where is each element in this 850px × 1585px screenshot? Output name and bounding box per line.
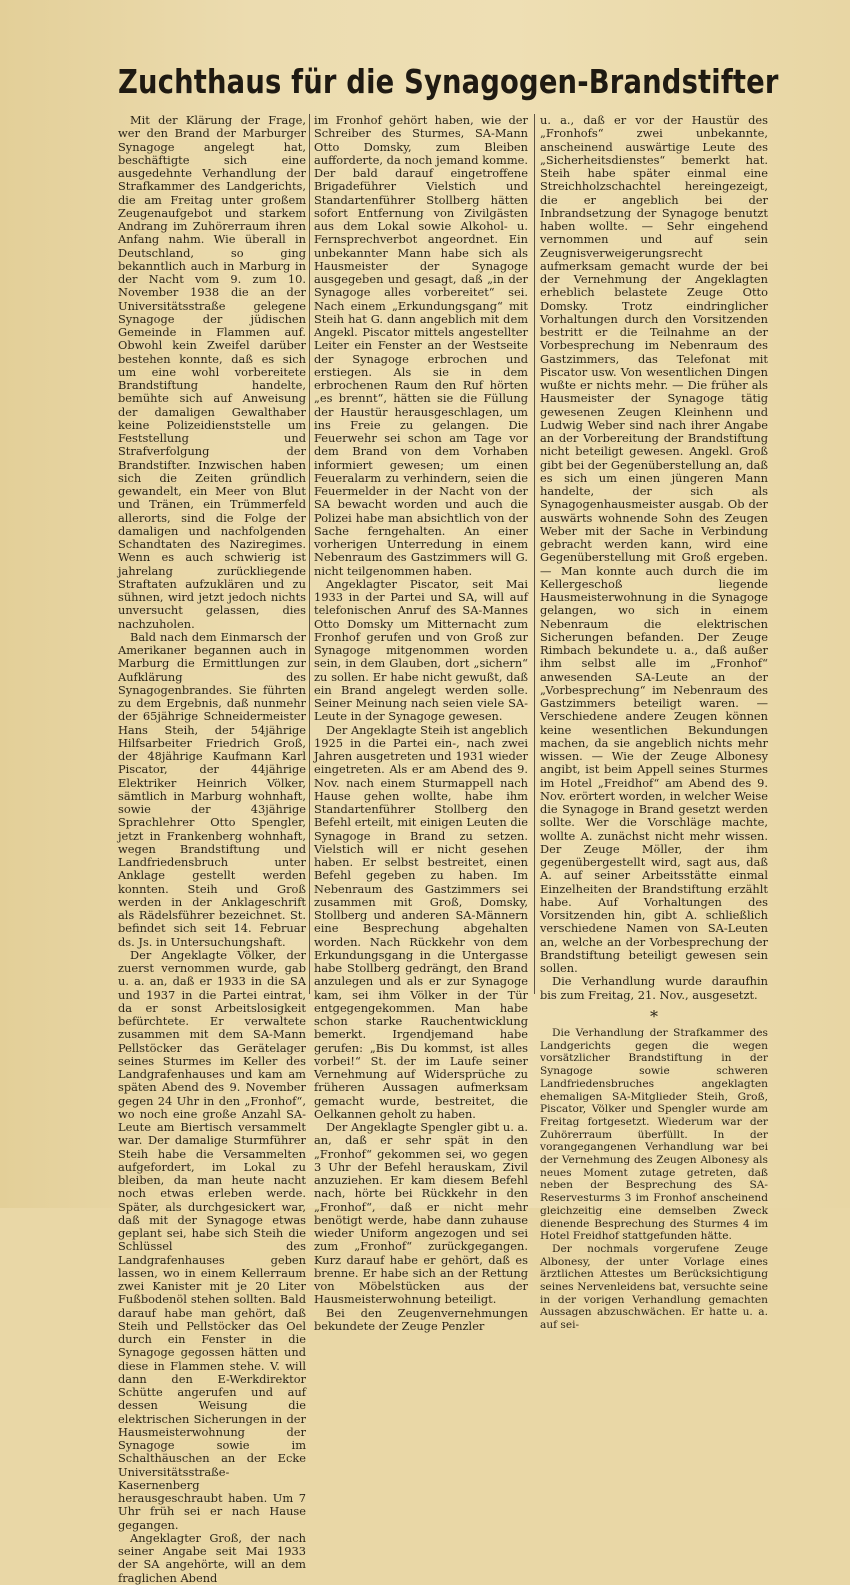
article-column-2 bbox=[314, 114, 528, 1333]
paragraph: Die Verhandlung wurde daraufhin bis zum Freitag, 21. Nov., ausgesetzt. bbox=[540, 974, 768, 1002]
paragraph: Der nochmals vorgerufene Zeuge Albonesy, der unter Vorlage eines ärztlichen Attestes um Berücksichtigung seines Nervenleidens bat, versuchte seine in der vorigen Verhandlung gemachten Aussagen abzuschwächen. Er hatte u. a. auf sei- bbox=[540, 1242, 768, 1332]
column-rule bbox=[309, 114, 310, 994]
paragraph: Die Verhandlung der Strafkammer des Landgerichts gegen die wegen vorsätzlicher Brandstiftung in der Synagoge sowie schweren Landfriedensbruches angeklagten ehemaligen SA-Mitglieder Steih, Groß, Piscator, Völker und Spengler wurde am Freitag fortgesetzt. Wiederum war der Zuhörerraum überfüllt. In der vorangegangenen Verhandlung war bei der Vernehmung des Zeugen Albonesy als neues Moment zutage getreten, daß neben der Besprechung des SA-Reservesturms 3 im Fronhof anscheinend gleichzeitig eine demselben Zweck dienende Besprechung des Sturmes 4 im Hotel Freidhof stattgefunden hätte. bbox=[540, 1027, 768, 1243]
headline: Zuchthaus für die Synagogen-Brandstifter bbox=[118, 62, 779, 101]
paragraph: Angeklagter Piscator, seit Mai 1933 in der Partei und SA, will auf telefonischen Anruf des SA-Mannes Otto Domsky um Mitternacht zum Fronhof gerufen und von Groß zur Synagoge mitgenommen worden sein, in dem Glauben, dort „sichern“ zu sollen. Er habe nicht gewußt, daß ein Brand angelegt werden solle. Seiner Meinung nach seien viele SA-Leute in der Synagoge gewesen. bbox=[314, 576, 528, 724]
paragraph: Bald nach dem Einmarsch der Amerikaner begannen auch in Marburg die Ermittlungen zur Aufklärung des Synagogenbrandes. Sie führten zu dem Ergebnis, daß nunmehr der 65jährige Schneidermeister Hans Steih, der 54jährige Hilfsarbeiter Friedrich Groß, der 48jährige Kaufmann Karl Piscator, der 44jährige Elektriker Heinrich Völker, sämtlich in Marburg wohnhaft, sowie der 43jährige Sprachlehrer Otto Spengler, jetzt in Frankenberg wohnhaft, wegen Brandstiftung und Landfriedensbruch unter Anklage gestellt werden konnten. Steih und Groß werden in der Anklageschrift als Rädelsführer bezeichnet. St. befindet sich seit 14. Februar ds. Js. in Untersuchungshaft. bbox=[118, 629, 306, 949]
paragraph: Der Angeklagte Spengler gibt u. a. an, daß er sehr spät in den „Fronhof“ gekommen sei, wo gegen 3 Uhr der Befehl herauskam, Zivil anzuziehen. Er kam diesem Befehl nach, hörte bei Rückkehr in den „Fronhof“, daß er nicht mehr benötigt werde, habe dann zuhause wieder Uniform angezogen und sei zum „Fronhof“ zurückgegangen. Kurz darauf habe er gehört, daß es brenne. Er habe sich an der Rettung von Möbelstücken aus der Hausmeisterwohnung beteiligt. bbox=[314, 1120, 528, 1307]
paragraph: im Fronhof gehört haben, wie der Schreiber des Sturmes, SA-Mann Otto Domsky, zum Bleiben aufforderte, da noch jemand komme. Der bald darauf eingetroffene Brigadeführer Vielstich und Standartenführer Stollberg hätten sofort Entfernung von Zivilgästen aus dem Lokal sowie Alkohol- u. Fernsprechverbot angeordnet. Ein unbekannter Mann habe sich als Hausmeister der Synagoge ausgegeben und gesagt, daß „in der Synagoge alles vorbereitet“ sei. Nach einem „Erkundungsgang“ mit Steih hat G. dann angeblich mit dem Angekl. Piscator mittels angestellter Leiter ein Fenster an der Westseite der Synagoge erbrochen und erstiegen. Als sie in dem erbrochenen Raum den Ruf hörten „es brennt“, hätten sie die Füllung der Haustür herausgeschlagen, um ins Freie zu gelangen. Die Feuerwehr sei schon am Tage vor dem Brand von dem Vorhaben informiert gewesen; um einen Feueralarm zu verhindern, seien die Feuermelder in der Nacht von der SA bewacht worden und auch die Polizei habe man absichtlich von der Sache ferngehalten. An einer vorherigen Unterredung in einem Nebenraum des Gastzimmers will G. nicht teilgenommen haben. bbox=[314, 113, 528, 578]
paragraph: Angeklagter Groß, der nach seiner Angabe seit Mai 1933 der SA angehörte, will an dem fraglichen Abend bbox=[118, 1530, 306, 1585]
section-separator: * bbox=[650, 1006, 658, 1026]
paragraph: Der Angeklagte Völker, der zuerst vernommen wurde, gab u. a. an, daß er 1933 in die SA und 1937 in die Partei eintrat, da er sonst Arbeitslosigkeit befürchtete. Er verwaltete zusammen mit dem SA-Mann Pellstöcker das Gerätelager seines Sturmes im Keller des Landgrafenhauses und kam am späten Abend des 9. November gegen 24 Uhr in den „Fronhof“, wo noch eine große Anzahl SA-Leute am Biertisch versammelt war. Der damalige Sturmführer Steih habe die Versammelten aufgefordert, im Lokal zu bleiben, da man heute nacht noch etwas erleben werde. Später, als durchgesickert war, daß mit der Synagoge etwas geplant sei, habe sich Steih die Schlüssel des Landgrafenhauses geben lassen, wo in einem Kellerraum zwei Kanister mit je 20 Liter Fußbodenöl stehen sollten. Bald darauf habe man gehört, daß Steih und Pellstöcker das Oel durch ein Fenster in die Synagoge gegossen hätten und diese in Flammen stehe. V. will dann den E-Werkdirektor Schütte angerufen und auf dessen Weisung die elektrischen Sicherungen in der Hausmeisterwohnung der Synagoge sowie im Schalthäuschen an der Ecke Universitätsstraße-Kasernenberg herausgeschraubt haben. Um 7 Uhr früh sei er nach Hause gegangen. bbox=[118, 947, 306, 1532]
paragraph: Bei den Zeugenvernehmungen bekundete der Zeuge Penzler bbox=[314, 1305, 528, 1333]
article-column-3 bbox=[540, 114, 768, 1332]
column-rule bbox=[534, 114, 535, 994]
paragraph: Mit der Klärung der Frage, wer den Brand der Marburger Synagoge angelegt hat, beschäftigte sich eine ausgedehnte Verhandlung der Strafkammer des Landgerichts, die am Freitag unter großem Zeugenaufgebot und starkem Andrang im Zuhörerraum ihren Anfang nahm. Wie überall in Deutschland, so ging bekanntlich auch in Marburg in der Nacht vom 9. zum 10. November 1938 die an der Universitätsstraße gelegene Synagoge der jüdischen Gemeinde in Flammen auf. Obwohl kein Zweifel darüber bestehen konnte, daß es sich um eine wohl vorbereitete Brandstiftung handelte, bemühte sich auf Anweisung der damaligen Gewalthaber keine Polizeidienststelle um Feststellung und Strafverfolgung der Brandstifter. Inzwischen haben sich die Zeiten gründlich gewandelt, ein Meer von Blut und Tränen, ein Trümmerfeld allerorts, sind die Folge der damaligen und nachfolgenden Schandtaten des Naziregimes. Wenn es auch schwierig ist jahrelang zurückliegende Straftaten aufzuklären und zu sühnen, wird jetzt jedoch nichts unversucht gelassen, dies nachzuholen. bbox=[118, 113, 306, 631]
article-column-1 bbox=[118, 114, 306, 1585]
paragraph: Der Angeklagte Steih ist angeblich 1925 in die Partei ein-, nach zwei Jahren ausgetreten und 1931 wieder eingetreten. Als er am Abend des 9. Nov. nach einem Sturmappell nach Hause gehen wollte, habe ihm Standartenführer Stollberg den Befehl erteilt, mit einigen Leuten die Synagoge in Brand zu setzen. Vielstich will er nicht gesehen haben. Er selbst bestreitet, einen Befehl gegeben zu haben. Im Nebenraum des Gastzimmers sei zusammen mit Groß, Domsky, Stollberg und anderen SA-Männern eine Besprechung abgehalten worden. Nach Rückkehr von dem Erkundungsgang in die Untergasse habe Stollberg gedrängt, den Brand anzulegen und als er zur Synagoge kam, sei ihm Völker in der Tür entgegengekommen. Man habe schon starke Rauchentwicklung bemerkt. Irgendjemand habe gerufen: „Bis Du kommst, ist alles vorbei!“ St. der im Laufe seiner Vernehmung auf Widersprüche zu früheren Aussagen aufmerksam gemacht wurde, bestreitet, die Oelkannen geholt zu haben. bbox=[314, 722, 528, 1121]
paragraph: u. a., daß er vor der Haustür des „Fronhofs“ zwei unbekannte, anscheinend auswärtige Leute des „Sicherheitsdienstes“ bemerkt hat. Steih habe später einmal eine Streichholzschachtel hereingezeigt, die er angeblich bei der Inbrandsetzung der Synagoge benutzt haben wollte. — Sehr eingehend vernommen und auf sein Zeugnisverweigerungsrecht aufmerksam gemacht wurde der bei der Vernehmung der Angeklagten erheblich belastete Zeuge Otto Domsky. Trotz eindringlicher Vorhaltungen durch den Vorsitzenden bestritt er die Teilnahme an der Vorbesprechung im Nebenraum des Gastzimmers, das Telefonat mit Piscator usw. Von wesentlichen Dingen wußte er nichts mehr. — Die früher als Hausmeister der Synagoge tätig gewesenen Zeugen Kleinhenn und Ludwig Weber sind nach ihrer Angabe an der Vorbereitung der Brandstiftung nicht beteiligt gewesen. Angekl. Groß gibt bei der Gegenüberstellung an, daß es sich um einen jüngeren Mann handelte, der sich als Synagogenhausmeister ausgab. Ob der auswärts wohnende Sohn des Zeugen Weber mit der Sache in Verbindung gebracht werden kann, wird eine Gegenüberstellung mit Groß ergeben. — Man konnte auch durch die im Kellergeschoß liegende Hausmeisterwohnung in die Synagoge gelangen, wo sich in einem Nebenraum die elektrischen Sicherungen befanden. Der Zeuge Rimbach bekundete u. a., daß außer ihm selbst alle im „Fronhof“ anwesenden SA-Leute an der „Vorbesprechung“ im Nebenraum des Gastzimmers beteiligt waren. — Verschiedene andere Zeugen können keine wesentlichen Bekundungen machen, da sie angeblich nichts mehr wissen. — Wie der Zeuge Albonesy angibt, ist beim Appell seines Sturmes im Hotel „Freidhof“ am Abend des 9. Nov. erörtert worden, in welcher Weise die Synagoge in Brand gesetzt werden sollte. Wer die Vorschläge machte, wollte A. zunächst nicht mehr wissen. Der Zeuge Möller, der ihm gegenübergestellt wird, sagt aus, daß A. auf seiner Arbeitsstätte einmal Einzelheiten der Brandstiftung erzählt habe. Auf Vorhaltungen des Vorsitzenden hin, gibt A. schließlich verschiedene Namen von SA-Leuten an, welche an der Vorbesprechung der Brandstiftung beteiligt gewesen sein sollen. bbox=[540, 113, 768, 975]
